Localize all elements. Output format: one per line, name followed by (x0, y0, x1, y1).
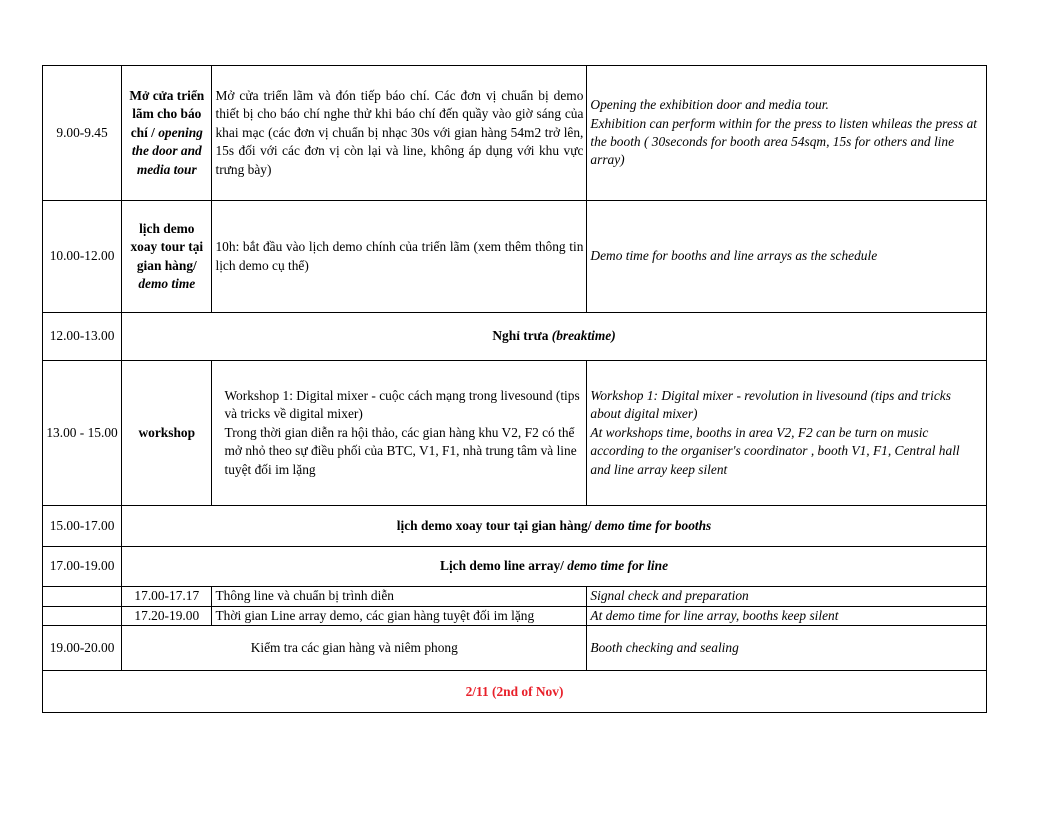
table-row (43, 607, 987, 626)
empty-cell (43, 587, 122, 607)
merged-en: demo time for booths (594, 517, 712, 533)
detail-vi-cell: Mở cửa triển lãm và đón tiếp báo chí. Các đơn vị chuẩn bị demo thiết bị cho báo chí nghe thử khi báo chí đến quầy vào giờ sáng của khai mạc (các đơn vị chuẩn bị nhạc 30s với gian hàng 54m2 trở lên, 15s đối với các đơn vị còn lại và line, không áp dụng với khu vực trưng bày) (212, 66, 587, 201)
time-cell: 17.00-19.00 (43, 547, 122, 587)
table-row (43, 626, 987, 671)
merged-en: (breaktime) (551, 328, 616, 344)
time-cell: 19.00-20.00 (43, 626, 122, 671)
detail-en-line: Exhibition can perform within for the press to listen whileas the press at the booth ( 30seconds for booth area 54sqm, 15s for others and line array) (590, 115, 977, 168)
detail-vi-cell: 10h: bắt đầu vào lịch demo chính của triển lãm (xem thêm thông tin lịch demo cụ thể) (212, 201, 587, 313)
time-cell: 15.00-17.00 (43, 506, 122, 547)
detail-en-cell (587, 66, 987, 201)
detail-vi-cell (212, 361, 587, 506)
time-cell: 13.00 - 15.00 (43, 361, 122, 506)
activity-cell (122, 66, 212, 201)
activity-en: demo time (138, 275, 196, 291)
table-row (43, 671, 987, 713)
detail-en-cell: At demo time for line array, booths keep silent (587, 607, 987, 626)
time-cell: 12.00-13.00 (43, 313, 122, 361)
time-cell: 9.00-9.45 (43, 66, 122, 201)
activity-vi: lịch demo xoay tour tại gian hàng/ (130, 220, 204, 273)
activity-cell: workshop (122, 361, 212, 506)
sub-time-cell: 17.20-19.00 (122, 607, 212, 626)
detail-vi-cell: Thời gian Line array demo, các gian hàng tuyệt đối im lặng (212, 607, 587, 626)
merged-en: demo time for line (567, 558, 669, 574)
merged-cell (122, 506, 987, 547)
time-cell: 10.00-12.00 (43, 201, 122, 313)
schedule-table (42, 65, 987, 713)
merged-vi: Nghỉ trưa (492, 328, 549, 344)
activity-en: opening the door and media tour (131, 124, 203, 177)
next-day-header: 2/11 (2nd of Nov) (43, 671, 987, 713)
sub-time-cell: 17.00-17.17 (122, 587, 212, 607)
activity-cell (122, 201, 212, 313)
table-row (43, 547, 987, 587)
table-row (43, 361, 987, 506)
merged-vi: lịch demo xoay tour tại gian hàng/ (396, 517, 592, 533)
detail-en-line: At workshops time, booths in area V2, F2 can be turn on music according to the organiser's coordinator , booth V1, F1, Central hall and line array keep silent (590, 424, 960, 477)
detail-vi-line: Trong thời gian diễn ra hội thảo, các gian hàng khu V2, F2 có thể mở nhỏ theo sự điều phối của BTC, V1, F1, nhà trung tâm và line tuyệt đối im lặng (224, 424, 577, 477)
merged-vi: Lịch demo line array/ (440, 558, 564, 574)
detail-en-cell: Booth checking and sealing (587, 626, 987, 671)
empty-cell (43, 607, 122, 626)
table-row (43, 201, 987, 313)
table-row (43, 313, 987, 361)
detail-en-cell: Demo time for booths and line arrays as the schedule (587, 201, 987, 313)
table-row (43, 66, 987, 201)
detail-vi-line: Workshop 1: Digital mixer - cuộc cách mạng trong livesound (tips và tricks về digital mixer) (224, 387, 580, 422)
detail-en-cell (587, 361, 987, 506)
activity-vi: Mở cửa triển lãm cho báo chí / (129, 87, 205, 140)
table-row (43, 506, 987, 547)
merged-cell (122, 547, 987, 587)
detail-vi-cell: Kiểm tra các gian hàng và niêm phong (122, 626, 587, 671)
detail-en-line: Workshop 1: Digital mixer - revolution in livesound (tips and tricks about digital mixer) (590, 387, 951, 422)
detail-vi-cell: Thông line và chuẩn bị trình diễn (212, 587, 587, 607)
merged-cell (122, 313, 987, 361)
detail-en-cell: Signal check and preparation (587, 587, 987, 607)
table-row (43, 587, 987, 607)
detail-en-line: Opening the exhibition door and media tour. (590, 97, 829, 113)
